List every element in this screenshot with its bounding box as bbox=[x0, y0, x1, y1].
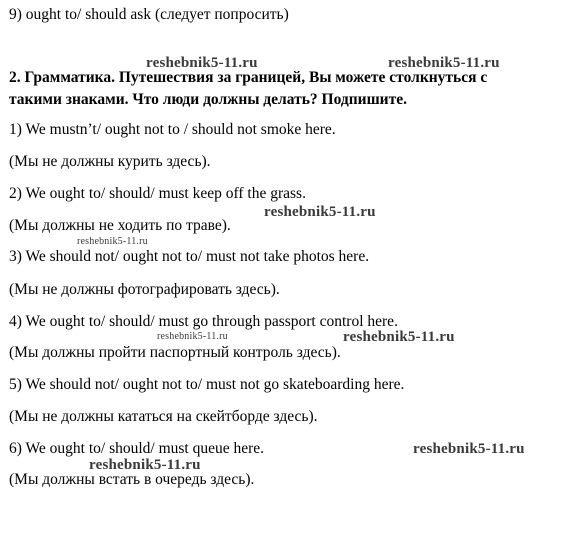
answer-3-ru: (Мы не должны фотографировать здесь). bbox=[9, 281, 280, 298]
section-title-line-2: такими знаками. Что люди должны делать? Подпишите. bbox=[9, 91, 407, 108]
watermark: reshebnik5-11.ru bbox=[146, 55, 258, 71]
answer-6-ru: (Мы должны встать в очередь здесь). bbox=[9, 471, 255, 488]
watermark: reshebnik5-11.ru bbox=[77, 236, 148, 247]
answer-5-en: 5) We should not/ ought not to/ must not go skateboarding here. bbox=[9, 376, 405, 393]
answer-5-ru: (Мы не должны кататься на скейтборде здесь). bbox=[9, 408, 318, 425]
answer-3-en: 3) We should not/ ought not to/ must not take photos here. bbox=[9, 248, 370, 265]
answer-6-en: 6) We ought to/ should/ must queue here. bbox=[9, 440, 265, 457]
answer-2-en: 2) We ought to/ should/ must keep off the grass. bbox=[9, 185, 306, 202]
answer-1-en: 1) We mustn’t/ ought not to / should not smoke here. bbox=[9, 121, 336, 138]
watermark: reshebnik5-11.ru bbox=[264, 204, 376, 220]
answer-2-ru: (Мы должны не ходить по траве). bbox=[9, 217, 231, 234]
answer-9: 9) ought to/ should ask (следует попросить) bbox=[9, 6, 289, 23]
watermark: reshebnik5-11.ru bbox=[343, 329, 455, 345]
watermark: reshebnik5-11.ru bbox=[157, 331, 228, 342]
answer-1-ru: (Мы не должны курить здесь). bbox=[9, 153, 211, 170]
section-title-line-1: 2. Грамматика. Путешествия за границей, Вы можете столкнуться с bbox=[9, 69, 488, 86]
watermark: reshebnik5-11.ru bbox=[388, 55, 500, 71]
answer-4-ru: (Мы должны пройти паспортный контроль здесь). bbox=[9, 344, 341, 361]
watermark: reshebnik5-11.ru bbox=[413, 441, 525, 457]
answer-4-en: 4) We ought to/ should/ must go through passport control here. bbox=[9, 313, 398, 330]
watermark: reshebnik5-11.ru bbox=[89, 457, 201, 473]
section-heading bbox=[9, 67, 574, 111]
